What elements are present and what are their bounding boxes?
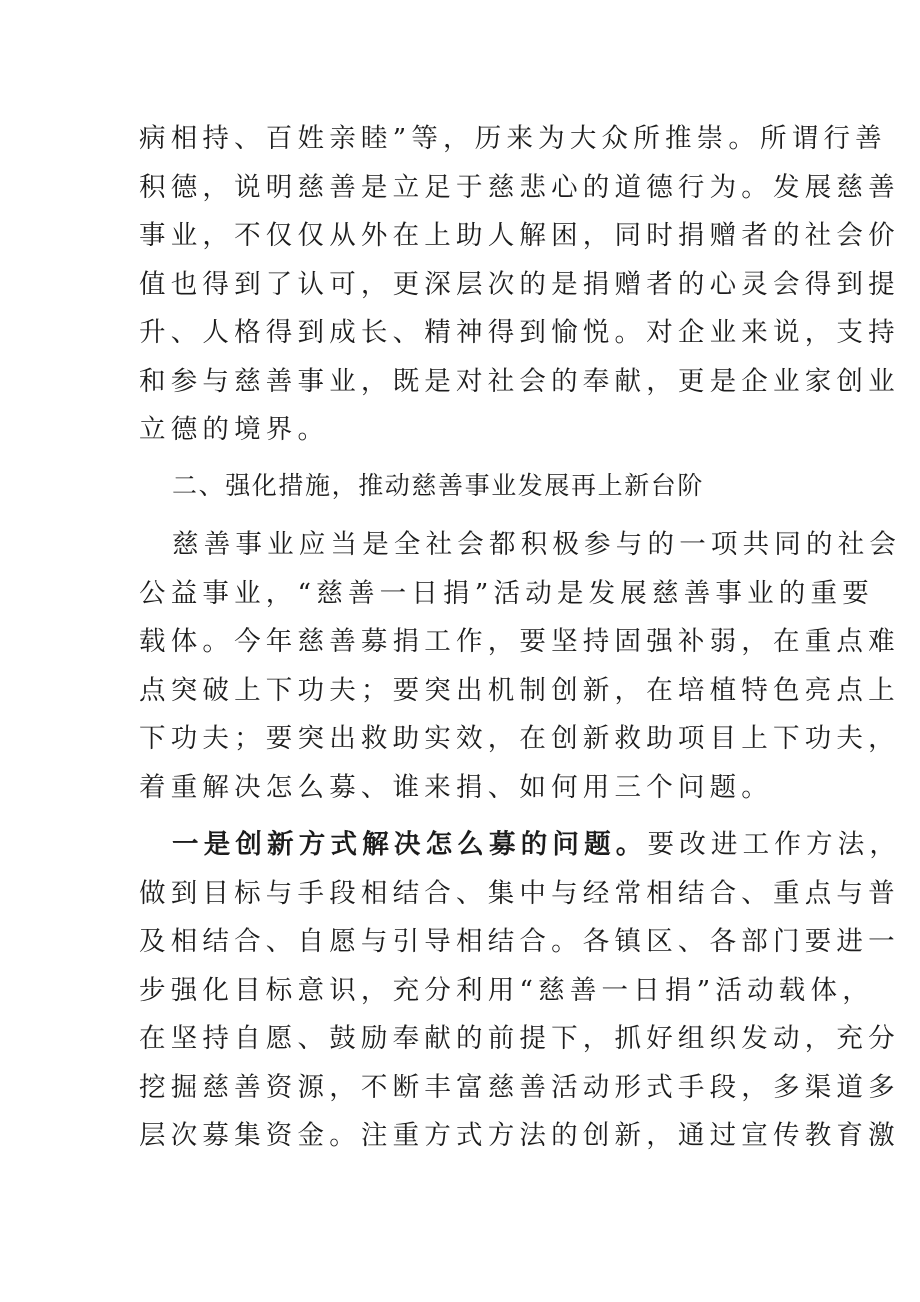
lead-continuation: 要改进工作方法，	[647, 829, 902, 860]
text-line: 事业，不仅仅从外在上助人解困，同时捐赠者的社会价	[139, 220, 900, 251]
text-line: 在坚持自愿、鼓励奉献的前提下，抓好组织发动，充分	[139, 1023, 900, 1054]
text-line: 慈善事业应当是全社会都积极参与的一项共同的社会	[172, 529, 902, 560]
text-line: 步强化目标意识，充分利用“慈善一日捐”活动载体，	[139, 974, 874, 1006]
text-line: 挖掘慈善资源，不断丰富慈善活动形式手段，多渠道多	[139, 1071, 900, 1103]
text-line: 积德，说明慈善是立足于慈悲心的道德行为。发展慈善	[139, 171, 900, 203]
text-line: 做到目标与手段相结合、集中与经常相结合、重点与普	[139, 877, 900, 909]
text-line: 值也得到了认可，更深层次的是捐赠者的心灵会得到提	[139, 268, 900, 300]
text-line: 下功夫；要突出救助实效，在创新救助项目上下功夫，	[139, 723, 900, 754]
text-line: 及相结合、自愿与引导相结合。各镇区、各部门要进一	[139, 926, 900, 957]
paragraph-3	[139, 821, 902, 1161]
bold-lead-phrase: 一是创新方式解决怎么募的问题。	[172, 829, 648, 860]
text-line: 升、人格得到成长、精神得到愉悦。对企业来说，支持	[139, 317, 900, 348]
text-line: 和参与慈善事业，既是对社会的奉献，更是企业家创业	[139, 365, 900, 397]
text-line: 载体。今年慈善募捐工作，要坚持固强补弱，在重点难	[139, 626, 900, 657]
text-line: 立德的境界。	[139, 414, 330, 445]
text-line: 公益事业，“慈善一日捐”活动是发展慈善事业的重要	[139, 577, 874, 609]
text-line: 着重解决怎么募、谁来捐、如何用三个问题。	[139, 771, 773, 803]
paragraph-1	[139, 115, 900, 455]
text-line: 点突破上下功夫；要突出机制创新，在培植特色亮点上	[139, 674, 900, 706]
section-heading: 二、强化措施，推动慈善事业发展再上新台阶	[172, 471, 705, 500]
text-line: 层次募集资金。注重方式方法的创新，通过宣传教育激	[139, 1120, 900, 1151]
paragraph-2	[139, 521, 902, 812]
text-line: 病相持、百姓亲睦”等，历来为大众所推崇。所谓行善	[139, 123, 887, 154]
text-line	[139, 821, 902, 870]
